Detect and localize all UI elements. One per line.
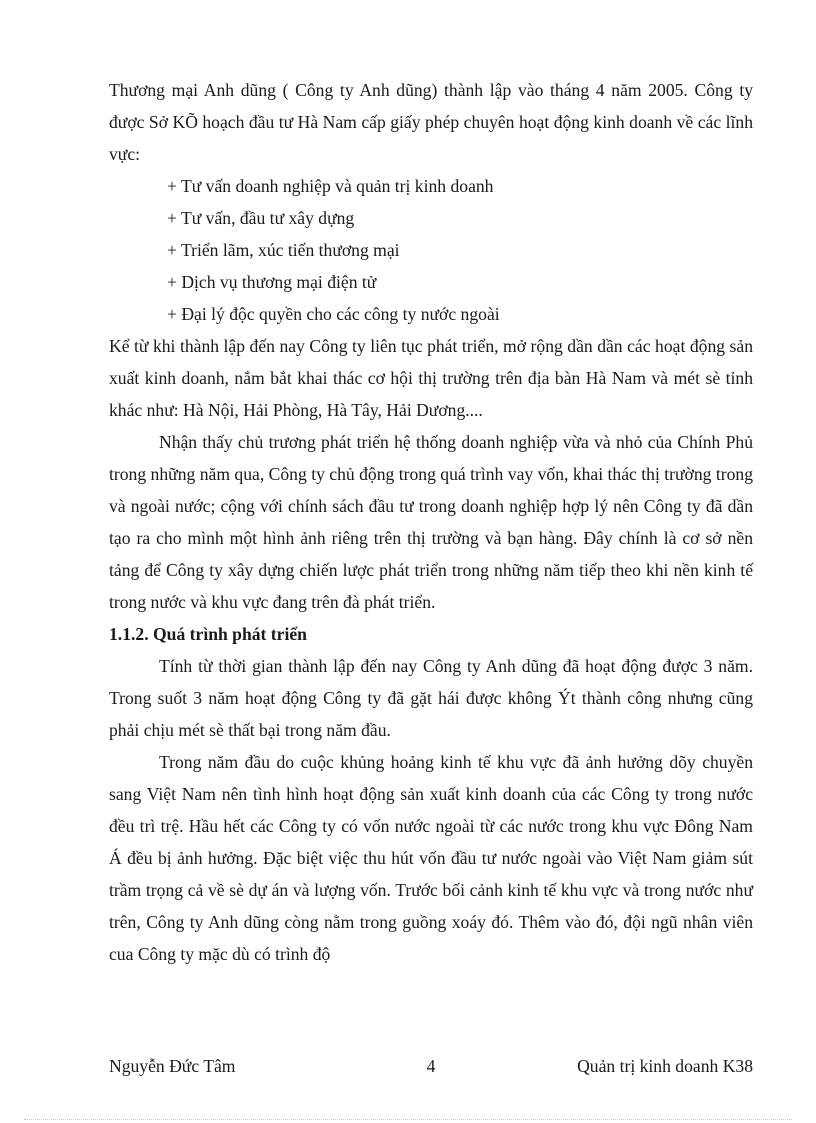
page-boundary-divider bbox=[24, 1119, 792, 1120]
crisis-paragraph: Trong năm đầu do cuộc khủng hoảng kinh tế khu vực đã ảnh hưởng dõy chuyền sang Việt Nam nên tình hình hoạt động sản xuất kinh doanh của các Công ty trong nước đều trì trệ. Hầu hết các Công ty có vốn nước ngoài từ các nước trong khu vực Đông Nam Á đều bị ảnh hưởng. Đặc biệt việc thu hút vốn đầu tư nước ngoài vào Việt Nam giảm sút trầm trọng cả về sè dự án và lượng vốn. Trước bối cảnh kinh tế khu vực và trong nước như trên, Công ty Anh dũng còng nằm trong guồng xoáy đó. Thêm vào đó, đội ngũ nhân viên cua Công ty mặc dù có trình độ bbox=[109, 752, 753, 964]
list-item: + Triển lãm, xúc tiến thương mại bbox=[167, 240, 400, 260]
footer-author: Nguyễn Đức Tâm bbox=[109, 1056, 236, 1076]
business-fields-list bbox=[109, 170, 753, 330]
footer-page-number: 4 bbox=[426, 1056, 436, 1076]
page-footer bbox=[109, 1054, 753, 1078]
intro-paragraph: Thương mại Anh dũng ( Công ty Anh dũng) thành lập vào tháng 4 năm 2005. Công ty được Sở KÕ hoạch đầu tư Hà Nam cấp giấy phép chuyên hoạt động kinh doanh về các lĩnh vực: bbox=[109, 80, 753, 164]
section-heading: 1.1.2. Quá trình phát triển bbox=[109, 624, 307, 644]
list-item: + Đại lý độc quyền cho các công ty nước ngoài bbox=[167, 304, 500, 324]
list-item: + Tư vấn, đầu tư xây dựng bbox=[167, 208, 355, 228]
footer-course: Quản trị kinh doanh K38 bbox=[577, 1056, 753, 1076]
policy-paragraph: Nhận thấy chủ trương phát triển hệ thống doanh nghiệp vừa và nhỏ của Chính Phủ trong những năm qua, Công ty chủ động trong quá trình vay vốn, khai thác thị trường trong và ngoài nước; cộng với chính sách đầu tư trong doanh nghiệp hợp lý nên Công ty đã dần tạo ra cho mình một hình ảnh riêng trên thị trường và bạn hàng. Đây chính là cơ sở nền tảng để Công ty xây dựng chiến lược phát triển trong những năm tiếp theo khi nền kinh tế trong nước và khu vực đang trên đà phát triển. bbox=[109, 432, 753, 612]
growth-paragraph: Kể từ khi thành lập đến nay Công ty liên tục phát triển, mở rộng dần dần các hoạt động sản xuất kinh doanh, nắm bắt khai thác cơ hội thị trường trên địa bàn Hà Nam và mét sè tỉnh khác như: Hà Nội, Hải Phòng, Hà Tây, Hải Dương.... bbox=[109, 336, 753, 420]
list-item: + Dịch vụ thương mại điện tử bbox=[167, 272, 377, 292]
list-item: + Tư vấn doanh nghiệp và quản trị kinh doanh bbox=[167, 176, 494, 196]
page-body bbox=[109, 74, 753, 970]
three-years-paragraph: Tính từ thời gian thành lập đến nay Công ty Anh dũng đã hoạt động được 3 năm. Trong suốt 3 năm hoạt động Công ty đã gặt hái được không Ýt thành công nhưng cũng phải chịu mét sè thất bại trong năm đầu. bbox=[109, 656, 753, 740]
